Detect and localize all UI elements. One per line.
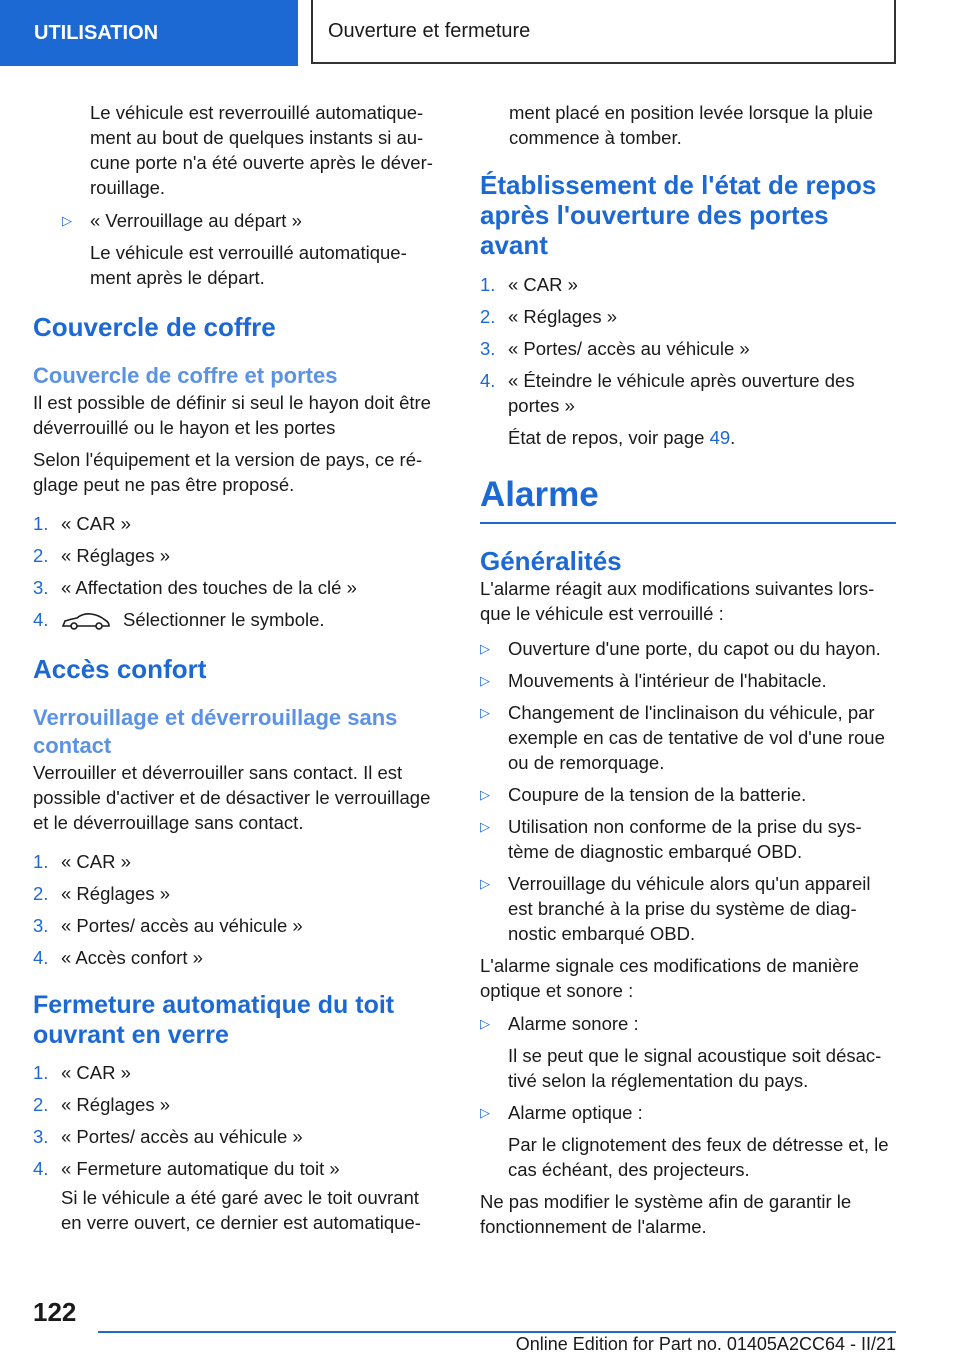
- footer-edition: Online Edition for Part no. 01405A2CC64 - II/21: [515, 1334, 896, 1354]
- paragraph: Ne pas modifier le système afin de garantir le fonctionnement de l'alarme.: [480, 1191, 852, 1237]
- heading-fermeture-toit: Fermeture automatique du toit ouvrant en verre: [33, 991, 395, 1049]
- paragraph: Le véhicule est verrouillé automatique-ment après le départ.: [90, 242, 407, 288]
- paragraph: L'alarme signale ces modifications de manière optique et sonore :: [480, 955, 859, 1001]
- paragraph: Si le véhicule a été garé avec le toit ouvrant en verre ouvert, ce dernier est automatique-: [61, 1187, 421, 1233]
- paragraph: Par le clignotement des feux de détresse et, le cas échéant, des projecteurs.: [508, 1134, 889, 1180]
- bullet-item: ▷ Verrouillage du véhicule alors qu'un appareil est branché à la prise du système de diag-nostic embarqué OBD.: [480, 873, 871, 944]
- heading-acces-confort: Accès confort: [33, 654, 207, 684]
- list-item: 2. « Réglages »: [33, 1094, 171, 1115]
- list-item: 3. « Affectation des touches de la clé »: [33, 577, 357, 598]
- bullet-item: ▷ Coupure de la tension de la batterie.: [480, 784, 807, 805]
- heading-etat-repos: Établissement de l'état de repos après l'ouverture des portes avant: [480, 170, 877, 260]
- page-header: [0, 0, 960, 66]
- triangle-bullet-icon: ▷: [480, 1105, 490, 1120]
- bullet-text: « Verrouillage au départ »: [90, 210, 302, 231]
- paragraph: Le véhicule est reverrouillé automatique-ment au bout de quelques instants si au-cune porte n'a été ouverte après le déver-rouillage.: [90, 102, 433, 198]
- bullet-item: [33, 208, 443, 233]
- triangle-bullet-icon: ▷: [480, 1016, 490, 1031]
- list-item: 1. « CAR »: [33, 513, 131, 534]
- triangle-bullet-icon: ▷: [480, 819, 490, 834]
- bullet-item: ▷ Alarme optique :: [480, 1102, 643, 1123]
- list-item: 4. Sélectionner le symbole.: [33, 609, 325, 630]
- chapter-tab: Ouverture et fermeture: [311, 0, 896, 64]
- list-item: 2. « Réglages »: [480, 306, 618, 327]
- paragraph: ment placé en position levée lorsque la pluie commence à tomber.: [509, 102, 874, 148]
- bullet-item: ▷ Utilisation non conforme de la prise du sys-tème de diagnostic embarqué OBD.: [480, 816, 862, 862]
- heading-rule: [480, 522, 896, 524]
- car-outline-icon: [61, 611, 111, 631]
- heading-coffre: Couvercle de coffre: [33, 312, 276, 342]
- list-item: 1. « CAR »: [33, 1062, 131, 1083]
- list-item: 2. « Réglages »: [33, 545, 171, 566]
- paragraph: Il est possible de définir si seul le hayon doit être déverrouillé ou le hayon et les portes: [33, 392, 431, 438]
- list-item: 1. « CAR »: [33, 851, 131, 872]
- page-link[interactable]: 49: [709, 427, 731, 448]
- cross-reference: État de repos, voir page 49.: [508, 427, 736, 448]
- bullet-item: ▷ Mouvements à l'intérieur de l'habitacle.: [480, 670, 827, 691]
- subheading-verrouillage-sans-contact: Verrouillage et déverrouillage sans contact: [33, 705, 398, 758]
- paragraph: Il se peut que le signal acoustique soit désac-tivé selon la réglementation du pays.: [508, 1045, 882, 1091]
- footer-rule: [98, 1331, 896, 1333]
- triangle-bullet-icon: ▷: [480, 641, 490, 656]
- left-column: [33, 100, 443, 1235]
- list-item: 4. « Éteindre le véhicule après ouverture des portes »: [480, 370, 855, 416]
- subheading-coffre-portes: Couvercle de coffre et portes: [33, 363, 338, 388]
- triangle-bullet-icon: ▷: [480, 705, 490, 720]
- triangle-bullet-icon: ▷: [480, 876, 490, 891]
- list-item: 4. « Accès confort »: [33, 947, 203, 968]
- list-item: 1. « CAR »: [480, 274, 578, 295]
- list-item: 2. « Réglages »: [33, 883, 171, 904]
- triangle-bullet-icon: ▷: [480, 673, 490, 688]
- right-column: [480, 100, 896, 1246]
- bullet-item: ▷ Ouverture d'une porte, du capot ou du hayon.: [480, 638, 881, 659]
- paragraph: Verrouiller et déverrouiller sans contact. Il est possible d'activer et de désactiver le verrouillage et le déverrouillage sans contact.: [33, 762, 431, 833]
- triangle-bullet-icon: ▷: [62, 213, 72, 228]
- list-item: 4. « Fermeture automatique du toit »: [33, 1158, 340, 1179]
- paragraph: Selon l'équipement et la version de pays, ce ré-glage peut ne pas être proposé.: [33, 449, 423, 495]
- heading-alarme: Alarme: [480, 475, 599, 514]
- heading-generalites: Généralités: [480, 546, 622, 576]
- triangle-bullet-icon: ▷: [480, 787, 490, 802]
- bullet-item: ▷ Changement de l'inclinaison du véhicule, par exemple en cas de tentative de vol d'une roue ou de remorquage.: [480, 702, 885, 773]
- list-item: 3. « Portes/ accès au véhicule »: [33, 915, 303, 936]
- list-item: 3. « Portes/ accès au véhicule »: [33, 1126, 303, 1147]
- list-item: 3. « Portes/ accès au véhicule »: [480, 338, 750, 359]
- page-number: 122: [33, 1297, 77, 1327]
- section-tab: UTILISATION: [0, 0, 298, 66]
- bullet-item: ▷ Alarme sonore :: [480, 1013, 639, 1034]
- paragraph: L'alarme réagit aux modifications suivantes lors-que le véhicule est verrouillé :: [480, 578, 875, 624]
